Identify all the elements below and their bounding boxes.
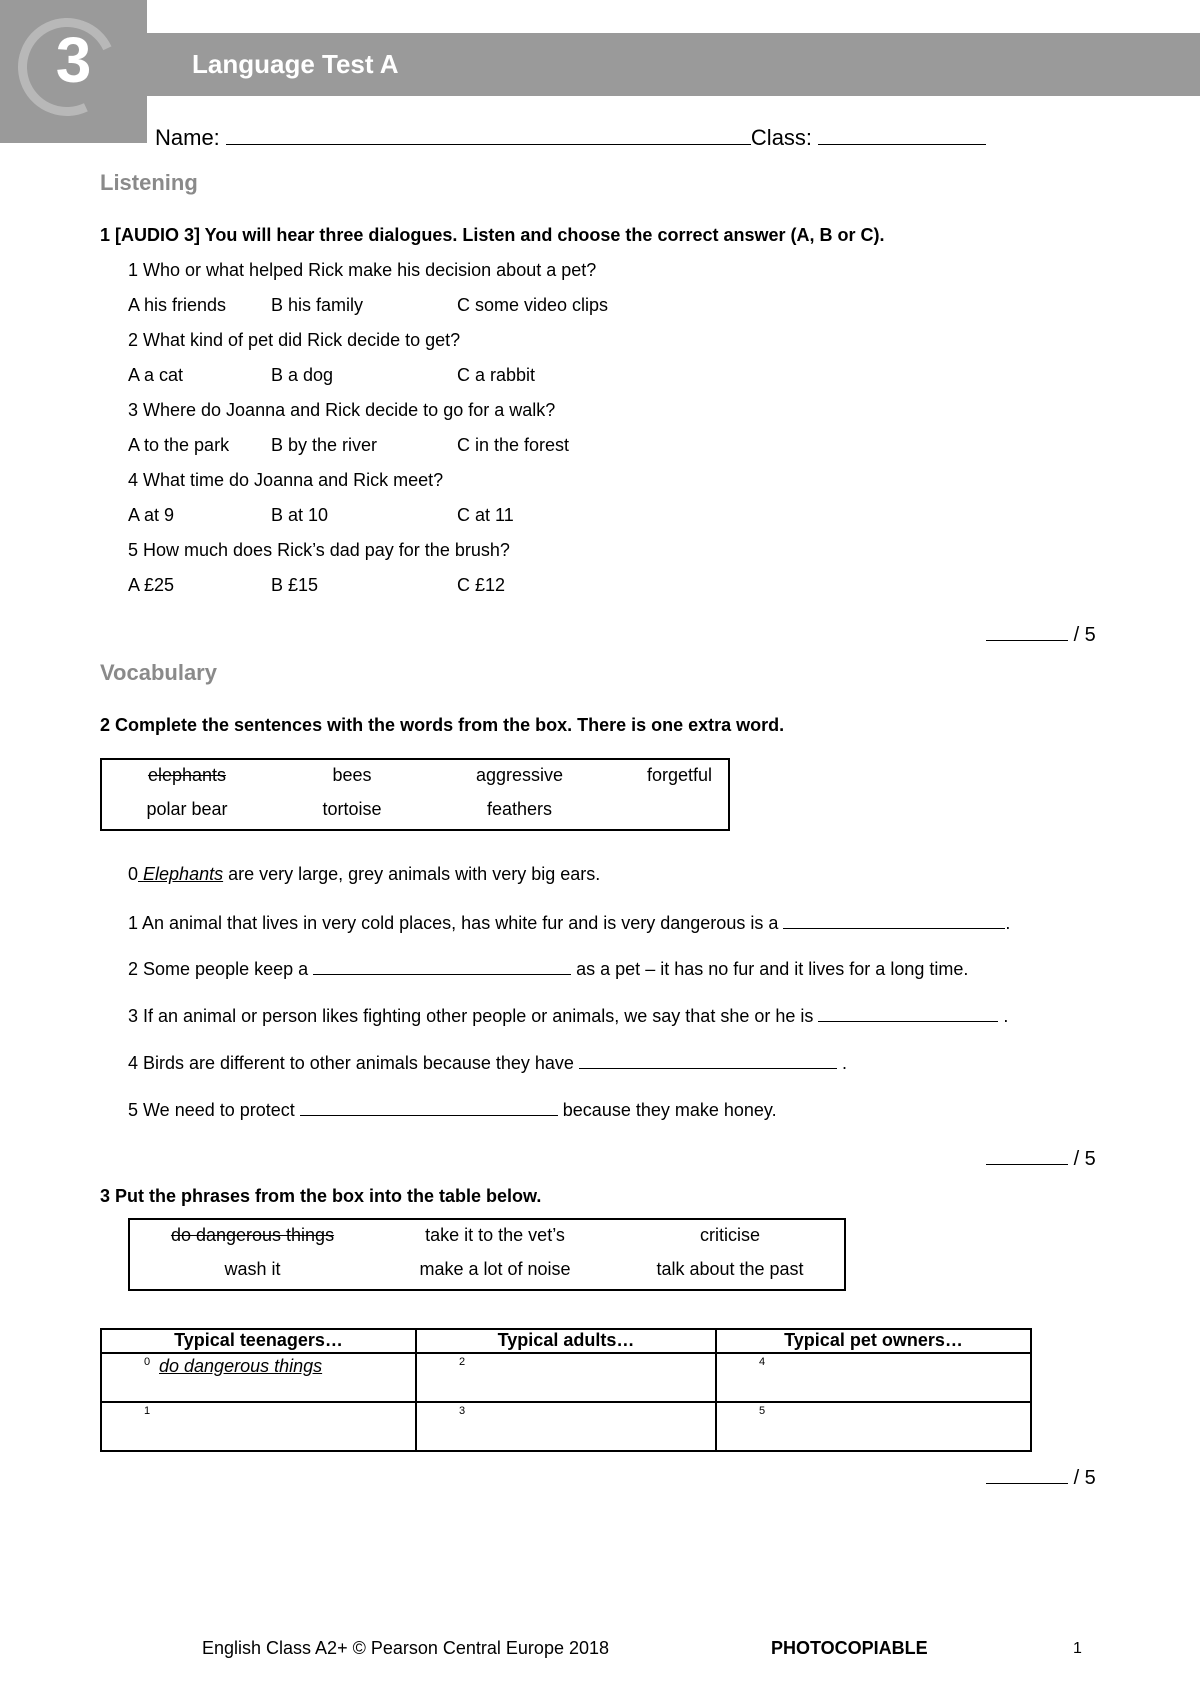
q3-option-a[interactable]: A to the park xyxy=(128,435,230,455)
header-pet-owners: Typical pet owners… xyxy=(716,1329,1031,1353)
sentence-1-blank[interactable] xyxy=(783,912,1005,929)
phrase-criticise: criticise xyxy=(699,1225,760,1245)
header-teenagers: Typical teenagers… xyxy=(101,1329,416,1353)
phrases-table xyxy=(100,1328,1032,1452)
question-1: 1 Who or what helped Rick make his decision about a pet? xyxy=(128,260,597,280)
name-field[interactable] xyxy=(226,124,751,145)
header-adults: Typical adults… xyxy=(416,1329,716,1353)
table-cell-3[interactable] xyxy=(416,1402,716,1451)
example-number: 0 xyxy=(128,864,139,884)
vocab-sentence-3 xyxy=(128,1005,1008,1027)
word-bees: bees xyxy=(332,765,372,785)
word-tortoise: tortoise xyxy=(322,799,382,819)
word-box xyxy=(100,758,730,831)
vocabulary-score-total: / 5 xyxy=(1073,1148,1096,1170)
vocabulary-instruction: 2 Complete the sentences with the words from the box. There is one extra word. xyxy=(100,715,785,735)
cell-1-number: 1 xyxy=(144,1405,151,1417)
listening-score xyxy=(986,622,1096,647)
phrase-talk-about-the-past: talk about the past xyxy=(656,1259,804,1279)
q1-option-c[interactable]: C some video clips xyxy=(457,295,609,315)
sentence-1-end: . xyxy=(1005,913,1011,933)
q2-option-b[interactable]: B a dog xyxy=(271,365,334,385)
q5-option-c[interactable]: C £12 xyxy=(457,575,506,595)
cell-3-number: 3 xyxy=(459,1405,466,1417)
sentence-5-text: 5 We need to protect xyxy=(128,1100,300,1120)
page-number: 1 xyxy=(1073,1640,1082,1657)
table-cell-0[interactable] xyxy=(101,1353,416,1402)
sentence-4-blank[interactable] xyxy=(579,1052,837,1069)
vocab-sentence-4 xyxy=(128,1052,847,1074)
table-cell-2[interactable] xyxy=(416,1353,716,1402)
q4-option-c[interactable]: C at 11 xyxy=(457,505,514,525)
class-field[interactable] xyxy=(818,124,986,145)
unit-number: 3 xyxy=(55,24,92,96)
sentence-2-end: as a pet – it has no fur and it lives for a long time. xyxy=(571,959,969,979)
phrases-score xyxy=(986,1465,1096,1490)
cell-0-number: 0 xyxy=(144,1356,151,1368)
table-header-row xyxy=(101,1329,1031,1353)
sentence-4-end: . xyxy=(836,1053,847,1073)
sentence-2-blank[interactable] xyxy=(313,958,571,975)
question-5: 5 How much does Rick’s dad pay for the brush? xyxy=(128,540,510,560)
vocabulary-score-field[interactable] xyxy=(986,1146,1068,1165)
sentence-3-text: 3 If an animal or person likes fighting other people or animals, we say that she or he is xyxy=(128,1006,819,1026)
example-sentence xyxy=(128,864,600,885)
phrase-wash-it: wash it xyxy=(224,1259,281,1279)
footer-photocopiable: PHOTOCOPIABLE xyxy=(771,1638,928,1658)
q2-option-a[interactable]: A a cat xyxy=(128,365,184,385)
word-feathers: feathers xyxy=(486,799,553,819)
listening-heading: Listening xyxy=(100,170,198,195)
phrases-instruction: 3 Put the phrases from the box into the table below. xyxy=(100,1186,542,1206)
q4-option-a[interactable]: A at 9 xyxy=(128,505,175,525)
sentence-1-text: 1 An animal that lives in very cold places, has white fur and is very dangerous is a xyxy=(128,913,784,933)
sentence-3-blank[interactable] xyxy=(818,1005,998,1022)
q2-option-c[interactable]: C a rabbit xyxy=(457,365,536,385)
phrases-score-total: / 5 xyxy=(1073,1467,1096,1489)
title-bar xyxy=(147,33,1200,96)
q1-option-a[interactable]: A his friends xyxy=(128,295,227,315)
cell-4-number: 4 xyxy=(759,1356,766,1368)
table-cell-5[interactable] xyxy=(716,1402,1031,1451)
listening-score-total: / 5 xyxy=(1073,624,1096,646)
phrase-box xyxy=(128,1218,846,1291)
vocabulary-score xyxy=(986,1146,1096,1171)
question-2: 2 What kind of pet did Rick decide to get? xyxy=(128,330,461,350)
q4-option-b[interactable]: B at 10 xyxy=(271,505,329,525)
unit-badge xyxy=(0,0,147,143)
table-row xyxy=(101,1402,1031,1451)
sentence-3-end: . xyxy=(998,1006,1009,1026)
footer-copyright: English Class A2+ © Pearson Central Europe 2018 xyxy=(202,1638,610,1658)
q1-option-b[interactable]: B his family xyxy=(271,295,364,315)
phrase-take-it-to-the-vets: take it to the vet’s xyxy=(425,1225,565,1245)
vocab-sentence-5 xyxy=(128,1099,777,1121)
phrase-make-a-lot-of-noise: make a lot of noise xyxy=(419,1259,571,1279)
question-4: 4 What time do Joanna and Rick meet? xyxy=(128,470,444,490)
listening-instruction: 1 [AUDIO 3] You will hear three dialogues. Listen and choose the correct answer (A, B or C). xyxy=(100,225,885,245)
word-forgetful: forgetful xyxy=(646,765,713,785)
vocab-sentence-2 xyxy=(128,958,968,980)
vocab-sentence-1 xyxy=(128,912,1010,934)
page-title: Language Test A xyxy=(192,49,399,79)
vocabulary-heading: Vocabulary xyxy=(100,660,217,685)
word-polar-bear: polar bear xyxy=(146,799,228,819)
example-answer: Elephants xyxy=(143,864,224,884)
word-aggressive: aggressive xyxy=(475,765,564,785)
cell-5-number: 5 xyxy=(759,1405,766,1417)
table-row xyxy=(101,1353,1031,1402)
sentence-5-end: because they make honey. xyxy=(557,1100,777,1120)
q3-option-c[interactable]: C in the forest xyxy=(457,435,570,455)
sentence-2-text: 2 Some people keep a xyxy=(128,959,314,979)
q3-option-b[interactable]: B by the river xyxy=(271,435,378,455)
table-cell-1[interactable] xyxy=(101,1402,416,1451)
table-cell-4[interactable] xyxy=(716,1353,1031,1402)
name-class-row xyxy=(155,124,986,151)
word-elephants: elephants xyxy=(147,765,227,785)
sentence-5-blank[interactable] xyxy=(300,1099,558,1116)
question-3: 3 Where do Joanna and Rick decide to go for a walk? xyxy=(128,400,556,420)
q5-option-b[interactable]: B £15 xyxy=(271,575,319,595)
cell-2-number: 2 xyxy=(459,1356,466,1368)
phrase-do-dangerous-things: do dangerous things xyxy=(170,1225,335,1245)
cell-0-answer: do dangerous things xyxy=(159,1356,323,1376)
example-rest: are very large, grey animals with very big ears. xyxy=(223,864,601,884)
name-label: Name: xyxy=(155,125,220,150)
q5-option-a[interactable]: A £25 xyxy=(128,575,175,595)
class-label: Class: xyxy=(750,125,813,150)
phrases-score-field[interactable] xyxy=(986,1465,1068,1484)
sentence-4-text: 4 Birds are different to other animals because they have xyxy=(128,1053,579,1073)
listening-score-field[interactable] xyxy=(986,622,1068,641)
